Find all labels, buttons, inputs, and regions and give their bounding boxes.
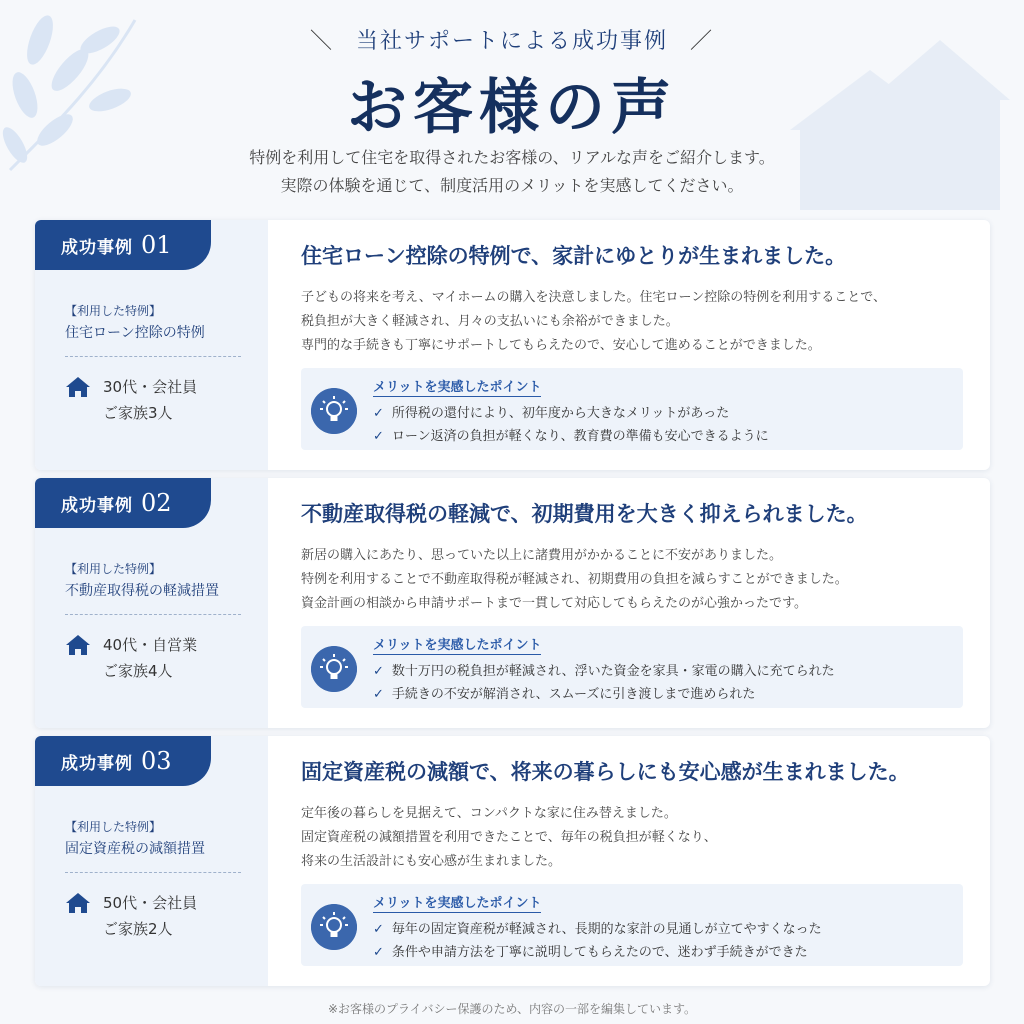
divider — [65, 614, 241, 615]
divider — [65, 356, 241, 357]
merit-point-text: 手続きの不安が解消され、スムーズに引き渡しまで進められた — [391, 687, 756, 702]
merit-point-text: 毎年の固定資産税が軽減され、長期的な家計の見通しが立てやすくなった — [391, 922, 822, 937]
merit-point — [373, 941, 808, 960]
case-body-line: 子どもの将来を考え、マイホームの購入を決意しました。住宅ローン控除の特例を利用することで、 — [301, 290, 887, 305]
merit-box — [301, 884, 963, 966]
merit-point — [373, 402, 729, 421]
case-title: 住宅ローン控除の特例で、家計にゆとりが生まれました。 — [301, 243, 847, 268]
slash-right-decoration: ／ — [690, 29, 715, 54]
used-special-name: 住宅ローン控除の特例 — [65, 325, 205, 341]
check-icon: ✓ — [373, 922, 384, 937]
case-title: 固定資産税の減額で、将来の暮らしにも安心感が生まれました。 — [301, 759, 910, 784]
case-body-line: 資金計画の相談から申請サポートまで一貫して対応してもらえたのが心強かったです。 — [301, 596, 807, 611]
case-card-03 — [35, 736, 990, 986]
case-body-line: 税負担が大きく軽減され、月々の支払いにも余裕ができました。 — [301, 314, 679, 329]
used-special-tag: 【利用した特例】 — [65, 820, 162, 834]
check-icon: ✓ — [373, 664, 384, 679]
case-body-line: 新居の購入にあたり、思っていた以上に諸費用がかかることに不安がありました。 — [301, 548, 783, 563]
case-body-line: 特例を利用することで不動産取得税が軽減され、初期費用の負担を減らすことができました。 — [301, 572, 848, 587]
used-special-tag: 【利用した特例】 — [65, 562, 162, 576]
privacy-footnote: ※お客様のプライバシー保護のため、内容の一部を編集しています。 — [327, 1002, 697, 1016]
customer-profile: 30代・会社員 — [103, 378, 198, 396]
merit-point — [373, 660, 835, 679]
case-label: 成功事例 — [61, 237, 133, 258]
merit-title: メリットを実感したポイント — [373, 376, 541, 397]
case-body — [301, 544, 971, 616]
used-special-tag: 【利用した特例】 — [65, 304, 162, 318]
case-label: 成功事例 — [61, 495, 133, 516]
home-icon — [65, 892, 91, 914]
customer-profile: 40代・自営業 — [103, 636, 198, 654]
divider — [65, 872, 241, 873]
merit-point-text: 数十万円の税負担が軽減され、浮いた資金を家具・家電の購入に充てられた — [391, 664, 835, 679]
customer-family: ご家族4人 — [103, 662, 173, 680]
customer-profile: 50代・会社員 — [103, 894, 198, 912]
lightbulb-icon — [311, 646, 357, 692]
merit-point — [373, 918, 822, 937]
home-icon — [65, 634, 91, 656]
customer-family: ご家族3人 — [103, 404, 173, 422]
case-number: 03 — [141, 747, 172, 775]
case-number: 01 — [141, 231, 172, 259]
merit-point — [373, 425, 769, 444]
case-body — [301, 802, 971, 874]
intro-text — [0, 144, 1024, 200]
page-header — [0, 0, 1024, 210]
merit-box — [301, 626, 963, 708]
check-icon: ✓ — [373, 945, 384, 960]
eyebrow-heading — [0, 24, 1024, 55]
case-card-01 — [35, 220, 990, 470]
check-icon: ✓ — [373, 429, 384, 444]
lightbulb-icon — [311, 904, 357, 950]
case-number: 02 — [141, 489, 172, 517]
case-label: 成功事例 — [61, 753, 133, 774]
merit-point-text: 所得税の還付により、初年度から大きなメリットがあった — [391, 406, 730, 421]
check-icon: ✓ — [373, 687, 384, 702]
used-special-name: 不動産取得税の軽減措置 — [65, 583, 219, 599]
case-title: 不動産取得税の軽減で、初期費用を大きく抑えられました。 — [301, 501, 868, 526]
case-ribbon — [35, 478, 211, 528]
case-body-line: 固定資産税の減額措置を利用できたことで、毎年の税負担が軽くなり、 — [301, 830, 717, 845]
intro-line-1: 特例を利用して住宅を取得されたお客様の、リアルな声をご紹介します。 — [249, 148, 775, 167]
merit-box — [301, 368, 963, 450]
case-body-line: 定年後の暮らしを見据えて、コンパクトな家に住み替えました。 — [301, 806, 677, 821]
eyebrow-text: 当社サポートによる成功事例 — [355, 29, 668, 54]
home-icon — [65, 376, 91, 398]
merit-title: メリットを実感したポイント — [373, 634, 541, 655]
merit-point — [373, 683, 755, 702]
case-ribbon — [35, 736, 211, 786]
merit-title: メリットを実感したポイント — [373, 892, 541, 913]
lightbulb-icon — [311, 388, 357, 434]
case-card-02 — [35, 478, 990, 728]
case-body-line: 将来の生活設計にも安心感が生まれました。 — [301, 854, 562, 869]
merit-point-text: ローン返済の負担が軽くなり、教育費の準備も安心できるように — [391, 429, 769, 444]
customer-family: ご家族2人 — [103, 920, 173, 938]
case-body — [301, 286, 971, 358]
used-special-name: 固定資産税の減額措置 — [65, 841, 205, 857]
case-ribbon — [35, 220, 211, 270]
check-icon: ✓ — [373, 406, 384, 421]
merit-point-text: 条件や申請方法を丁寧に説明してもらえたので、迷わず手続きができた — [391, 945, 808, 960]
page-title: お客様の声 — [347, 73, 677, 143]
intro-line-2: 実際の体験を通じて、制度活用のメリットを実感してください。 — [280, 176, 744, 195]
slash-left-decoration: ＼ — [309, 29, 334, 54]
case-body-line: 専門的な手続きも丁寧にサポートしてもらえたので、安心して進めることができました。 — [301, 338, 821, 353]
